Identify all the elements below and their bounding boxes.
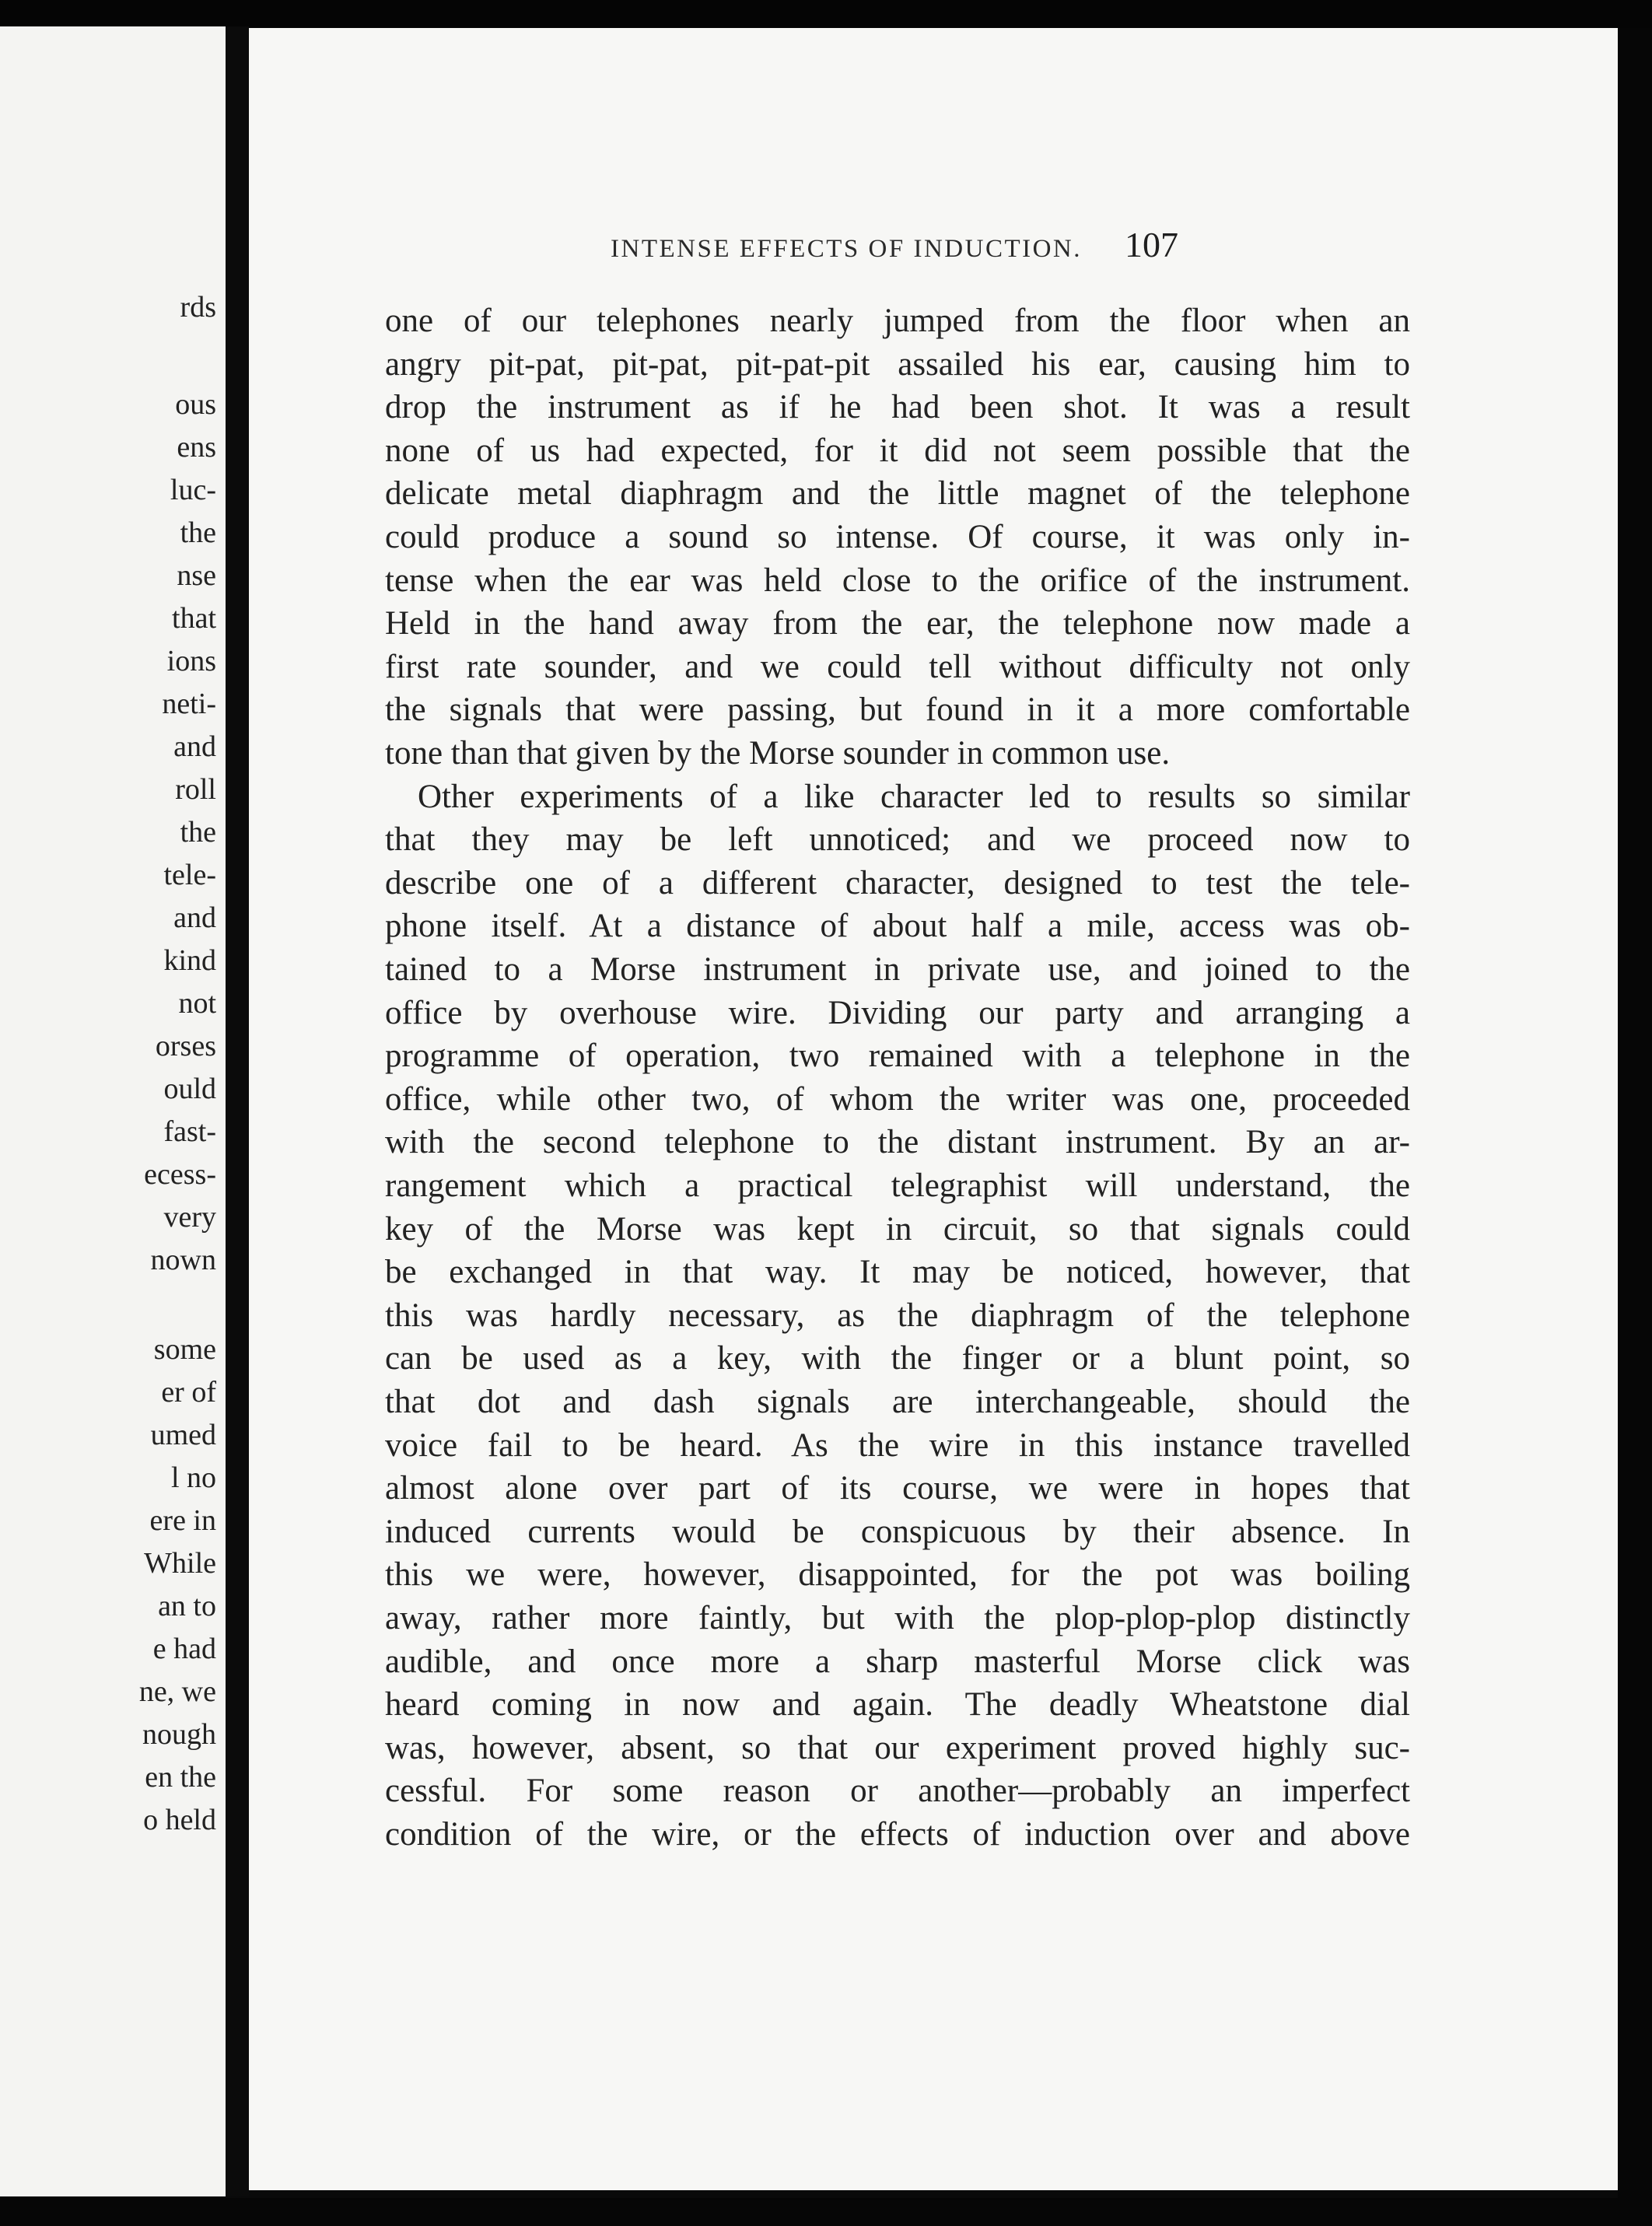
body-text-line: away, rather more faintly, but with the plop-plop-plop distinctly (385, 1600, 1410, 1636)
left-page-fragment-line: kind (163, 944, 216, 977)
left-page-fragment-line: er of (161, 1376, 216, 1409)
left-page-fragment-line: umed (150, 1419, 216, 1451)
body-text-line: condition of the wire, or the effects of induction over and above (385, 1816, 1410, 1853)
body-text-line: office, while other two, of whom the writer was one, proceeded (385, 1080, 1410, 1118)
left-page-fragment-line: that (172, 602, 216, 635)
scan-border-bottom (0, 2198, 1652, 2226)
body-text-line: that they may be left unnoticed; and we proceed now to (385, 821, 1410, 859)
body-text-line: could produce a sound so intense. Of course, it was only in- (385, 519, 1410, 555)
body-text-line: this we were, however, disappointed, for the pot was boiling (385, 1556, 1410, 1594)
left-page-fragment-line: ould (163, 1073, 216, 1105)
body-text-line: delicate metal diaphragm and the little magnet of the telephone (385, 475, 1410, 513)
body-text-line: the signals that were passing, but found in it a more comfortable (385, 691, 1410, 729)
left-page-fragment (0, 26, 226, 2196)
body-text-line: none of us had expected, for it did not seem possible that the (385, 432, 1410, 469)
right-page (249, 28, 1618, 2190)
body-text-line: that dot and dash signals are interchangeable, should the (385, 1384, 1410, 1420)
left-page-fragment-line: and (173, 730, 216, 763)
body-text-line: one of our telephones nearly jumped from the floor when an (385, 303, 1410, 339)
left-page-fragment-line: ens (177, 431, 216, 464)
body-text-line: this was hardly necessary, as the diaphragm of the telephone (385, 1297, 1410, 1334)
page-gutter (226, 26, 249, 2196)
body-text-line: heard coming in now and again. The deadly Wheatstone dial (385, 1686, 1410, 1724)
left-page-fragment-line: ions (166, 645, 216, 677)
body-text-line: drop the instrument as if he had been shot. It was a result (385, 389, 1410, 426)
body-text-line: was, however, absent, so that our experiment proved highly suc- (385, 1729, 1410, 1766)
body-text-line: induced currents would be conspicuous by their absence. In (385, 1513, 1410, 1550)
left-page-fragment-line: the (180, 516, 216, 549)
body-text-line: programme of operation, two remained with a telephone in the (385, 1038, 1410, 1075)
body-text-line: tained to a Morse instrument in private use, and joined to the (385, 951, 1410, 988)
left-page-fragment-line: an to (158, 1590, 216, 1622)
body-text-line: tense when the ear was held close to the orifice of the instrument. (385, 562, 1410, 599)
left-page-fragment-line: the (180, 816, 216, 849)
left-page-fragment-line: not (178, 987, 216, 1020)
left-page-fragment-line: nown (150, 1244, 216, 1276)
body-text-line: phone itself. At a distance of about half a mile, access was ob- (385, 908, 1410, 945)
left-page-fragment-line: orses (155, 1030, 216, 1062)
body-text-line: voice fail to be heard. As the wire in this instance travelled (385, 1426, 1410, 1464)
body-text-line: office by overhouse wire. Dividing our party and arranging a (385, 994, 1410, 1031)
left-page-fragment-line: roll (175, 773, 216, 806)
body-text-line: first rate sounder, and we could tell without difficulty not only (385, 648, 1410, 685)
body-text-line: be exchanged in that way. It may be noticed, however, that (385, 1254, 1410, 1291)
scan-border-top (0, 0, 1652, 28)
left-page-fragment-line: rds (180, 291, 216, 324)
left-page-fragment-line: nough (142, 1718, 216, 1751)
scan-border-right (1618, 28, 1652, 2226)
left-page-fragment-line: neti- (162, 688, 216, 720)
body-text-line: Held in the hand away from the ear, the telephone now made a (385, 605, 1410, 642)
body-text-line: can be used as a key, with the finger or a blunt point, so (385, 1340, 1410, 1377)
body-text-line: describe one of a different character, designed to test the tele- (385, 864, 1410, 901)
body-text-line: rangement which a practical telegraphist will understand, the (385, 1167, 1410, 1204)
left-page-fragment-line: very (163, 1201, 216, 1234)
left-page-fragment-line: luc- (170, 474, 216, 506)
body-text-line: audible, and once more a sharp masterful Morse click was (385, 1643, 1410, 1680)
left-page-fragment-line: e had (152, 1633, 216, 1665)
body-text-line: with the second telephone to the distant instrument. By an ar- (385, 1124, 1410, 1161)
left-page-fragment-line: ous (175, 388, 216, 421)
left-page-fragment-line: l no (170, 1461, 216, 1494)
running-head: INTENSE EFFECTS OF INDUCTION. (611, 235, 1083, 263)
body-text-line: Other experiments of a like character led to results so similar (418, 778, 1410, 815)
left-page-fragment-line: tele- (163, 859, 216, 891)
left-page-fragment-line: fast- (163, 1115, 216, 1148)
left-page-fragment-line: en the (145, 1761, 216, 1794)
left-page-fragment-line: ecess- (144, 1158, 216, 1191)
body-text-line: cessful. For some reason or another—probably an imperfect (385, 1773, 1410, 1810)
left-page-fragment-line: some (153, 1333, 216, 1366)
left-page-fragment-line: While (144, 1547, 216, 1580)
left-page-fragment-line: ere in (149, 1504, 216, 1537)
page-number: 107 (1125, 225, 1178, 264)
left-page-fragment-line: and (173, 901, 216, 934)
body-text-line: tone than that given by the Morse sounder in common use. (385, 735, 1171, 772)
body-text-line: angry pit-pat, pit-pat, pit-pat-pit assailed his ear, causing him to (385, 345, 1410, 383)
left-page-fragment-line: nse (177, 559, 216, 592)
body-text-line: almost alone over part of its course, we were in hopes that (385, 1470, 1410, 1507)
left-page-fragment-line: o held (143, 1804, 216, 1836)
left-page-fragment-line: ne, we (138, 1675, 216, 1708)
body-text-line: key of the Morse was kept in circuit, so that signals could (385, 1210, 1410, 1248)
